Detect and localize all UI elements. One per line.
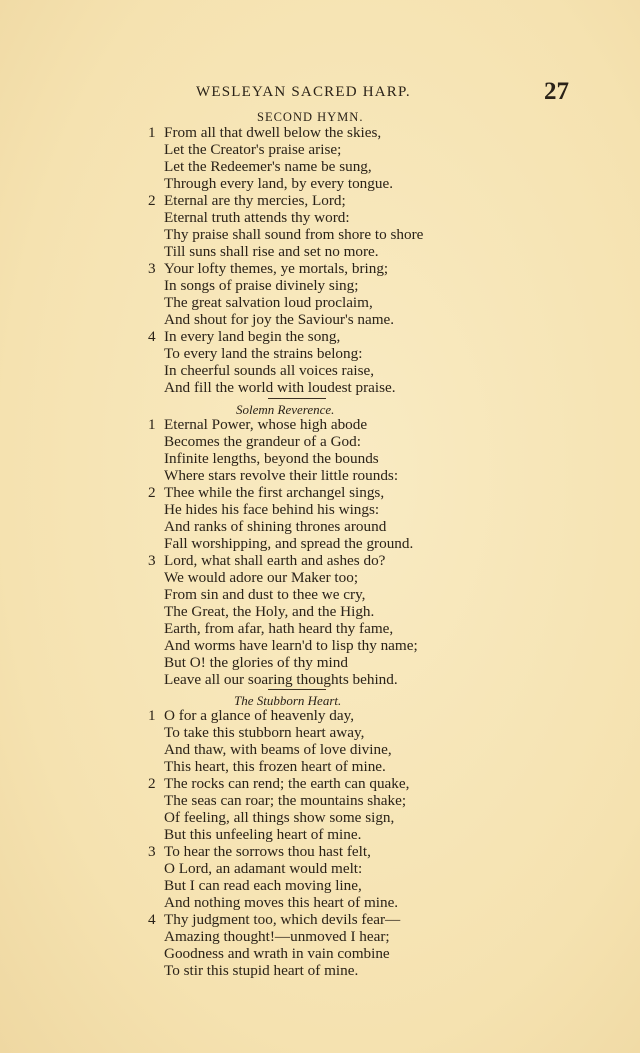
verse-line: Amazing thought!—unmoved I hear; [164, 928, 390, 945]
verse-line: Earth, from afar, hath heard thy fame, [164, 620, 394, 637]
verse-line: Fall worshipping, and spread the ground. [164, 535, 414, 552]
section-divider [268, 689, 326, 690]
verse-line: To hear the sorrows thou hast felt, [164, 843, 371, 860]
verse-line: Thee while the first archangel sings, [164, 484, 385, 501]
verse-line: Let the Creator's praise arise; [164, 141, 342, 158]
verse-line: Of feeling, all things show some sign, [164, 809, 395, 826]
verse-line: Eternal are thy mercies, Lord; [164, 192, 346, 209]
verse-line: Becomes the grandeur of a God: [164, 433, 361, 450]
verse-line: The seas can roar; the mountains shake; [164, 792, 407, 809]
verse-line: He hides his face behind his wings: [164, 501, 380, 518]
stanza-number: 3 [148, 260, 156, 277]
verse-line: The Great, the Holy, and the High. [164, 603, 375, 620]
stanza-number: 2 [148, 484, 156, 501]
verse-line: Thy praise shall sound from shore to shore [164, 226, 424, 243]
verse-line: But I can read each moving line, [164, 877, 362, 894]
verse-line: Goodness and wrath in vain combine [164, 945, 390, 962]
verse-line: This heart, this frozen heart of mine. [164, 758, 386, 775]
verse-line: And worms have learn'd to lisp thy name; [164, 637, 418, 654]
verse-line: In songs of praise divinely sing; [164, 277, 359, 294]
page-number: 27 [544, 78, 569, 105]
verse-line: And thaw, with beams of love divine, [164, 741, 392, 758]
verse-line: But this unfeeling heart of mine. [164, 826, 362, 843]
hymn-second-hymn [148, 124, 488, 396]
verse-line: Through every land, by every tongue. [164, 175, 394, 192]
stanza-number: 3 [148, 552, 156, 569]
verse-line: To stir this stupid heart of mine. [164, 962, 359, 979]
stanza-number: 2 [148, 775, 156, 792]
stanza-number: 1 [148, 707, 156, 724]
verse-line: We would adore our Maker too; [164, 569, 359, 586]
verse-line: Till suns shall rise and set no more. [164, 243, 379, 260]
verse-line: And nothing moves this heart of mine. [164, 894, 399, 911]
verse-line: In every land begin the song, [164, 328, 341, 345]
verse-line: Let the Redeemer's name be sung, [164, 158, 372, 175]
verse-line: From sin and dust to thee we cry, [164, 586, 366, 603]
verse-line: But O! the glories of thy mind [164, 654, 348, 671]
verse-line: The rocks can rend; the earth can quake, [164, 775, 410, 792]
verse-line: Infinite lengths, beyond the bounds [164, 450, 379, 467]
verse-line: Eternal truth attends thy word: [164, 209, 350, 226]
verse-line: And shout for joy the Saviour's name. [164, 311, 395, 328]
hymn-title: The Stubborn Heart. [234, 693, 342, 708]
section-divider [268, 398, 326, 399]
hymn-solemn-reverence [148, 416, 488, 688]
hymn-stubborn-heart [148, 707, 488, 979]
hymn-title: Solemn Reverence. [236, 402, 335, 417]
stanza-number: 3 [148, 843, 156, 860]
verse-line: The great salvation loud proclaim, [164, 294, 373, 311]
verse-line: Thy judgment too, which devils fear— [164, 911, 401, 928]
stanza-number: 4 [148, 328, 156, 345]
stanza-number: 4 [148, 911, 156, 928]
verse-line: Your lofty themes, ye mortals, bring; [164, 260, 389, 277]
verse-line: Where stars revolve their little rounds: [164, 467, 399, 484]
verse-line: To take this stubborn heart away, [164, 724, 365, 741]
verse-line: O for a glance of heavenly day, [164, 707, 355, 724]
verse-line: From all that dwell below the skies, [164, 124, 382, 141]
hymn-title: SECOND HYMN. [257, 110, 364, 124]
verse-line: In cheerful sounds all voices raise, [164, 362, 375, 379]
verse-line: Leave all our soaring thoughts behind. [164, 671, 398, 688]
verse-line: And ranks of shining thrones around [164, 518, 387, 535]
verse-line: Eternal Power, whose high abode [164, 416, 368, 433]
stanza-number: 2 [148, 192, 156, 209]
running-title: WESLEYAN SACRED HARP. [196, 84, 411, 100]
stanza-number: 1 [148, 124, 156, 141]
verse-line: Lord, what shall earth and ashes do? [164, 552, 386, 569]
verse-line: And fill the world with loudest praise. [164, 379, 396, 396]
stanza-number: 1 [148, 416, 156, 433]
verse-line: O Lord, an adamant would melt: [164, 860, 363, 877]
verse-line: To every land the strains belong: [164, 345, 363, 362]
